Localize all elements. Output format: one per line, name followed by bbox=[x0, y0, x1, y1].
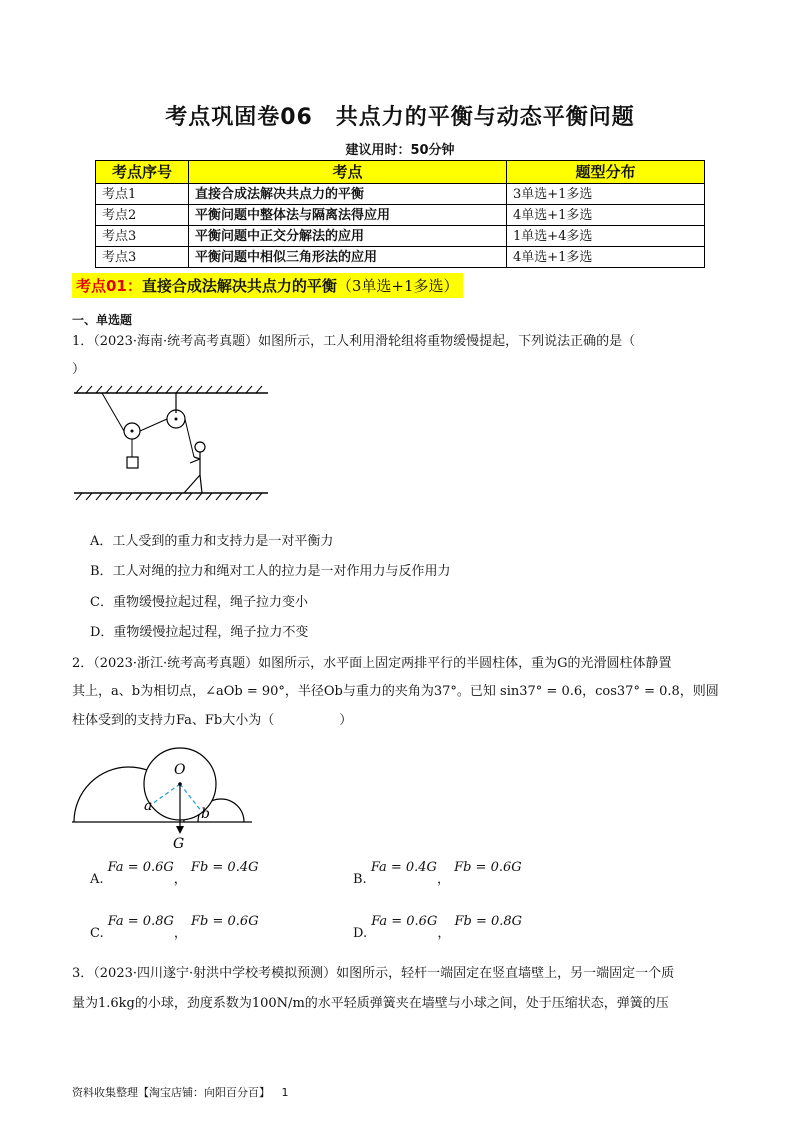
table-header-row bbox=[96, 161, 705, 184]
q1-option-c: C．重物缓慢拉起过程，绳子拉力变小 bbox=[90, 595, 308, 610]
table-header-cell: 考点序号 bbox=[96, 161, 189, 184]
section-title: 直接合成法解决共点力的平衡 bbox=[141, 277, 337, 295]
q1-option-d: D．重物缓慢拉起过程，绳子拉力不变 bbox=[90, 625, 309, 640]
section-count: （3单选+1多选） bbox=[336, 277, 459, 295]
table-cell: 1单选+4多选 bbox=[507, 226, 705, 247]
question-type-heading: 一、单选题 bbox=[72, 313, 133, 327]
q2-stem-line2: 其上，a、b为相切点，∠aOb = 90°，半径Ob与重力的夹角为37°。已知 sin37° = 0.6，cos37° = 0.8，则圆 bbox=[72, 684, 719, 699]
table-cell: 平衡问题中相似三角形法的应用 bbox=[189, 247, 507, 268]
option-letter: C. bbox=[90, 926, 104, 941]
label-a: a bbox=[144, 798, 153, 814]
table-row bbox=[96, 184, 705, 205]
cylinder-diagram bbox=[72, 742, 262, 857]
option-fb: Fb = 0.6G bbox=[191, 914, 259, 929]
q2-option-c: C. Fa = 0.8G， Fb = 0.6G bbox=[90, 914, 259, 941]
q2-stem-line3: 柱体受到的支持力Fa、Fb大小为（ ） bbox=[72, 713, 353, 728]
table-cell: 直接合成法解决共点力的平衡 bbox=[189, 184, 507, 205]
table-header-cell: 考点 bbox=[189, 161, 507, 184]
q2-option-a: A. Fa = 0.6G， Fb = 0.4G bbox=[90, 860, 259, 887]
q2-option-b: B. Fa = 0.4G， Fb = 0.6G bbox=[353, 860, 522, 887]
table-cell: 考点3 bbox=[96, 247, 189, 268]
table-cell: 考点3 bbox=[96, 226, 189, 247]
table-cell: 平衡问题中正交分解法的应用 bbox=[189, 226, 507, 247]
q1-stem-line2: ） bbox=[72, 362, 86, 377]
label-g: G bbox=[173, 836, 185, 852]
option-letter: D. bbox=[353, 926, 368, 941]
option-fa: Fa = 0.6G bbox=[371, 914, 438, 929]
table-cell: 3单选+1多选 bbox=[507, 184, 705, 205]
q3-stem-line1: 3．（2023·四川遂宁·射洪中学校考模拟预测）如图所示，轻杆一端固定在竖直墙壁上，另一端固定一个质 bbox=[72, 966, 675, 981]
q1-option-a: A．工人受到的重力和支持力是一对平衡力 bbox=[90, 534, 334, 549]
pulley-diagram bbox=[72, 385, 272, 510]
table-row bbox=[96, 247, 705, 268]
q2-stem-line1: 2．（2023·浙江·统考高考真题）如图所示，水平面上固定两排平行的半圆柱体，重为G的光滑圆柱体静置 bbox=[72, 656, 672, 671]
table-cell: 平衡问题中整体法与隔离法得应用 bbox=[189, 205, 507, 226]
time-note: 建议用时：50分钟 bbox=[345, 143, 455, 158]
table-header-cell: 题型分布 bbox=[507, 161, 705, 184]
q1-option-b: B．工人对绳的拉力和绳对工人的拉力是一对作用力与反作用力 bbox=[90, 564, 451, 579]
footer bbox=[72, 1084, 289, 1100]
footer-source: 资料收集整理【淘宝店铺：向阳百分百】 bbox=[72, 1086, 270, 1099]
table-cell: 4单选+1多选 bbox=[507, 205, 705, 226]
option-letter: B. bbox=[353, 872, 367, 887]
option-fa: Fa = 0.8G bbox=[107, 914, 174, 929]
option-fa: Fa = 0.4G bbox=[370, 860, 437, 875]
table-cell: 考点1 bbox=[96, 184, 189, 205]
section-heading bbox=[72, 273, 463, 298]
label-o: O bbox=[174, 762, 186, 778]
table-row bbox=[96, 226, 705, 247]
option-fb: Fb = 0.4G bbox=[190, 860, 259, 875]
table-row bbox=[96, 205, 705, 226]
section-label: 考点01： bbox=[76, 277, 142, 295]
q1-stem-line1: 1．（2023·海南·统考高考真题）如图所示，工人利用滑轮组将重物缓慢提起，下列说法正确的是（ bbox=[72, 334, 636, 349]
table-cell: 考点2 bbox=[96, 205, 189, 226]
topic-table bbox=[95, 160, 705, 268]
q2-option-d: D. Fa = 0.6G， Fb = 0.8G bbox=[353, 914, 523, 941]
option-fb: Fb = 0.8G bbox=[454, 914, 523, 929]
q3-stem-line2: 量为1.6kg的小球，劲度系数为100N/m的水平轻质弹簧夹在墙壁与小球之间，处于压缩状态，弹簧的压 bbox=[72, 996, 669, 1011]
page-title: 考点巩固卷06 共点力的平衡与动态平衡问题 bbox=[165, 105, 635, 130]
option-fb: Fb = 0.6G bbox=[454, 860, 522, 875]
label-b: b bbox=[201, 806, 210, 822]
page-number: 1 bbox=[281, 1086, 289, 1099]
table-cell: 4单选+1多选 bbox=[507, 247, 705, 268]
option-fa: Fa = 0.6G bbox=[107, 860, 174, 875]
option-letter: A. bbox=[90, 872, 104, 887]
